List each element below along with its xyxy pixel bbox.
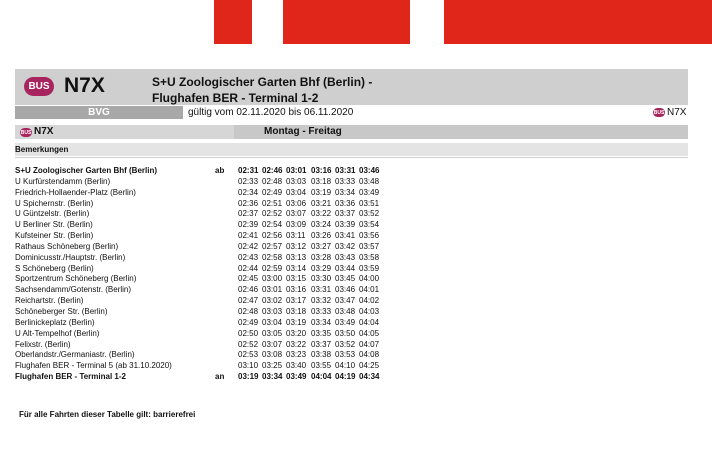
departure-time: 03:27 [311, 241, 332, 251]
departure-time: 03:28 [311, 252, 332, 262]
departure-time: 02:52 [262, 209, 283, 219]
departure-time: 04:03 [359, 306, 380, 316]
departure-time: 04:07 [359, 339, 380, 349]
stop-name: Kufsteiner Str. (Berlin) [15, 231, 94, 241]
stop-name: Flughafen BER - Terminal 5 (ab 31.10.2020) [15, 361, 172, 371]
stop-name: Felixstr. (Berlin) [15, 339, 71, 349]
departure-time: 03:07 [262, 339, 283, 349]
departure-time: 03:36 [335, 198, 356, 208]
stop-name: Dominicusstr./Hauptstr. (Berlin) [15, 252, 126, 262]
validity-text: gültig vom 02.11.2020 bis 06.11.2020 [188, 107, 354, 118]
departure-time: 02:39 [238, 220, 259, 230]
departure-time: 03:04 [262, 317, 283, 327]
departure-time: 03:15 [286, 274, 307, 284]
top-red-stripe-right [444, 0, 712, 44]
departure-time: 04:00 [359, 274, 380, 284]
departure-time: 04:02 [359, 296, 380, 306]
departure-time: 02:58 [262, 252, 283, 262]
departure-time: 03:58 [359, 252, 380, 262]
departure-time: 03:03 [262, 306, 283, 316]
footer-note: Für alle Fahrten dieser Tabelle gilt: barrierefrei [19, 410, 196, 419]
departure-time: 03:19 [286, 317, 307, 327]
departure-time: 03:00 [262, 274, 283, 284]
departure-time: 03:16 [286, 285, 307, 295]
departure-time: 02:45 [238, 274, 259, 284]
departure-time: 02:42 [238, 241, 259, 251]
departure-time: 04:04 [359, 317, 380, 327]
stop-name: S+U Zoologischer Garten Bhf (Berlin) [15, 166, 158, 175]
service-days: Montag - Freitag [264, 126, 342, 137]
departure-time: 03:08 [262, 350, 283, 360]
departure-time: 03:50 [335, 328, 356, 338]
stop-name: U Güntzelstr. (Berlin) [15, 209, 90, 219]
stop-name: Flughafen BER - Terminal 1-2 [15, 372, 126, 382]
departure-time: 03:24 [311, 220, 332, 230]
departure-time: 02:33 [238, 176, 259, 186]
bus-badge-row-icon: BUS [20, 129, 32, 136]
departure-time: 03:04 [286, 187, 307, 197]
departure-time: 03:21 [311, 198, 332, 208]
departure-time: 03:57 [359, 241, 380, 251]
departure-time: 03:46 [335, 285, 356, 295]
stop-name: Reichartstr. (Berlin) [15, 296, 84, 306]
bus-badge-icon [24, 77, 54, 96]
stop-name: U Kurfürstendamm (Berlin) [15, 176, 111, 186]
departure-time: 02:31 [238, 166, 259, 175]
departure-time: 03:41 [335, 231, 356, 241]
departure-marker: an [215, 372, 225, 382]
departure-time: 03:23 [286, 350, 307, 360]
row-line-number: N7X [34, 126, 54, 137]
stop-name: U Spichernstr. (Berlin) [15, 198, 94, 208]
departure-time: 03:44 [335, 263, 356, 273]
top-red-stripe-left [214, 0, 252, 44]
departure-time: 03:19 [311, 187, 332, 197]
departure-time: 03:39 [335, 220, 356, 230]
departure-time: 04:01 [359, 285, 380, 295]
departure-time: 03:49 [335, 317, 356, 327]
departure-time: 03:35 [311, 328, 332, 338]
stop-name: Rathaus Schöneberg (Berlin) [15, 241, 119, 251]
departure-time: 03:18 [286, 306, 307, 316]
departure-time: 04:25 [359, 361, 380, 371]
departure-time: 03:25 [262, 361, 283, 371]
stop-name: Oberlandstr./Germaniastr. (Berlin) [15, 350, 135, 360]
departure-time: 03:48 [359, 176, 380, 186]
stop-name: S Schöneberg (Berlin) [15, 263, 94, 273]
line-number: N7X [64, 74, 105, 97]
departure-time: 02:51 [262, 198, 283, 208]
departure-time: 03:22 [311, 209, 332, 219]
departure-time: 03:49 [359, 187, 380, 197]
departure-time: 03:46 [359, 166, 380, 175]
departure-time: 02:36 [238, 198, 259, 208]
departure-time: 03:01 [262, 285, 283, 295]
operator-label: BVG [15, 106, 183, 119]
departure-time: 04:34 [359, 372, 380, 382]
route-line-1: S+U Zoologischer Garten Bhf (Berlin) - [152, 75, 373, 89]
remarks-divider [15, 157, 688, 158]
departure-time: 02:43 [238, 252, 259, 262]
departure-time: 03:09 [286, 220, 307, 230]
departure-time: 03:49 [286, 372, 307, 382]
departure-time: 03:53 [335, 350, 356, 360]
departure-time: 03:02 [262, 296, 283, 306]
top-red-stripe-middle [283, 0, 410, 44]
departure-time: 03:16 [311, 166, 332, 175]
departure-time: 03:51 [359, 198, 380, 208]
departure-time: 03:17 [286, 296, 307, 306]
departure-time: 03:01 [286, 166, 307, 175]
departure-time: 03:55 [311, 361, 332, 371]
departure-time: 02:54 [262, 220, 283, 230]
departure-time: 03:13 [286, 252, 307, 262]
departure-time: 02:56 [262, 231, 283, 241]
departure-time: 02:34 [238, 187, 259, 197]
departure-time: 02:49 [238, 317, 259, 327]
departure-time: 03:19 [238, 372, 259, 382]
departure-time: 04:04 [311, 372, 332, 382]
departure-time: 02:59 [262, 263, 283, 273]
departure-time: 02:53 [238, 350, 259, 360]
departure-time: 02:48 [262, 176, 283, 186]
departure-time: 03:07 [286, 209, 307, 219]
stop-name: Friedrich-Hollaender-Platz (Berlin) [15, 187, 136, 197]
departure-time: 03:37 [335, 209, 356, 219]
departure-time: 03:52 [359, 209, 380, 219]
departure-time: 03:34 [311, 317, 332, 327]
departure-time: 03:29 [311, 263, 332, 273]
departure-time: 03:18 [311, 176, 332, 186]
departure-time: 02:44 [238, 263, 259, 273]
departure-time: 03:33 [335, 176, 356, 186]
day-cell [234, 125, 688, 139]
departure-time: 02:52 [238, 339, 259, 349]
departure-time: 03:37 [311, 339, 332, 349]
route-line-2: Flughafen BER - Terminal 1-2 [152, 91, 319, 105]
stop-name: Schöneberger Str. (Berlin) [15, 306, 108, 316]
departure-time: 03:05 [262, 328, 283, 338]
departure-time: 03:30 [311, 274, 332, 284]
departure-time: 02:37 [238, 209, 259, 219]
departure-time: 03:54 [359, 220, 380, 230]
departure-time: 03:14 [286, 263, 307, 273]
departure-time: 03:26 [311, 231, 332, 241]
bus-badge-small-icon: BUS [653, 109, 665, 116]
departure-time: 03:31 [335, 166, 356, 175]
departure-time: 02:46 [238, 285, 259, 295]
departure-time: 04:19 [335, 372, 356, 382]
departure-time: 03:31 [311, 285, 332, 295]
route-title [152, 74, 372, 106]
departure-time: 02:50 [238, 328, 259, 338]
stop-name: Berlinickeplatz (Berlin) [15, 317, 95, 327]
departure-time: 03:20 [286, 328, 307, 338]
departure-time: 03:03 [286, 176, 307, 186]
stop-name: Sportzentrum Schöneberg (Berlin) [15, 274, 137, 284]
departure-time: 03:33 [311, 306, 332, 316]
departure-time: 03:47 [335, 296, 356, 306]
departure-time: 04:08 [359, 350, 380, 360]
departure-time: 02:41 [238, 231, 259, 241]
line-number-small: N7X [667, 107, 687, 118]
departure-time: 03:32 [311, 296, 332, 306]
departure-time: 02:49 [262, 187, 283, 197]
departure-time: 03:38 [311, 350, 332, 360]
stop-name: U Alt-Tempelhof (Berlin) [15, 328, 100, 338]
departure-time: 03:34 [335, 187, 356, 197]
departure-time: 02:46 [262, 166, 283, 175]
departure-time: 04:05 [359, 328, 380, 338]
day-header-row [15, 125, 688, 139]
departure-time: 02:47 [238, 296, 259, 306]
departure-time: 03:34 [262, 372, 283, 382]
stop-name: Sachsendamm/Gotenstr. (Berlin) [15, 285, 132, 295]
departure-time: 02:48 [238, 306, 259, 316]
departure-time: 03:10 [238, 361, 259, 371]
departure-marker: ab [215, 166, 225, 175]
departure-time: 03:42 [335, 241, 356, 251]
departure-time: 03:06 [286, 198, 307, 208]
departure-time: 02:57 [262, 241, 283, 251]
departure-time: 03:52 [335, 339, 356, 349]
remarks-label: Bemerkungen [15, 143, 688, 156]
departure-time: 03:45 [335, 274, 356, 284]
departure-time: 03:56 [359, 231, 380, 241]
departure-time: 03:22 [286, 339, 307, 349]
departure-time: 03:59 [359, 263, 380, 273]
departure-time: 03:40 [286, 361, 307, 371]
stop-name: U Berliner Str. (Berlin) [15, 220, 93, 230]
departure-time: 03:43 [335, 252, 356, 262]
departure-time: 03:12 [286, 241, 307, 251]
bus-badge-label: BUS [28, 81, 50, 92]
departure-time: 04:10 [335, 361, 356, 371]
departure-time: 03:11 [286, 231, 306, 241]
departure-time: 03:48 [335, 306, 356, 316]
